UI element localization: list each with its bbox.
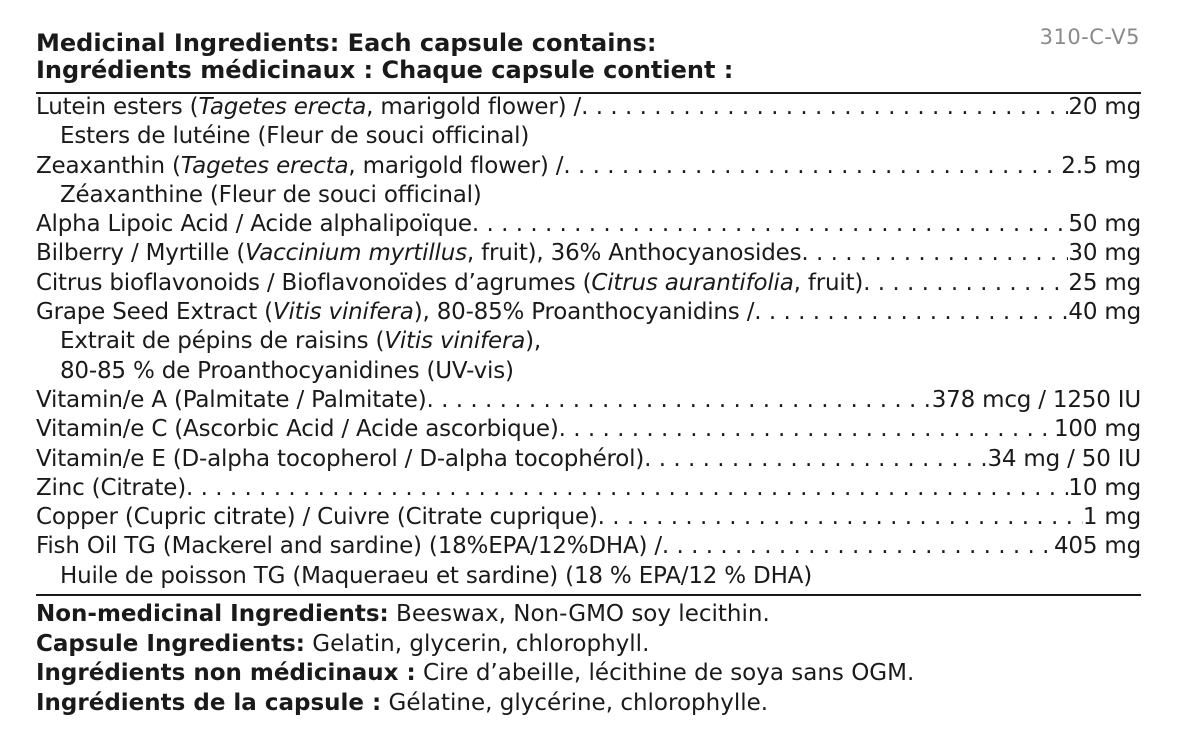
ingredient-name — [36, 532, 662, 561]
ingredient-row — [36, 269, 1141, 298]
ingredient-name — [36, 298, 754, 327]
product-code: 310-C-V5 — [1039, 25, 1140, 49]
ingredient-amount: 1 mg — [1082, 504, 1141, 531]
ingredient-row — [36, 93, 1141, 122]
ingredient-french-line — [36, 122, 1141, 151]
dot-leader — [581, 93, 1068, 122]
ingredient-amount: 40 mg — [1068, 299, 1141, 326]
non-medicinal-label: Non-medicinal Ingredients: — [36, 601, 389, 627]
ingredient-amount: 2.5 mg — [1061, 152, 1141, 179]
dot-leader — [598, 503, 1083, 532]
ingredient-row — [36, 474, 1141, 503]
ingredient-name-suffix: , fruit) — [793, 269, 864, 296]
ingredient-row — [36, 239, 1141, 268]
section-divider — [36, 594, 1141, 596]
ingredient-name-text: Grape Seed Extract ( — [36, 299, 273, 326]
ingredient-name — [36, 503, 598, 532]
ingredient-amount: 34 mg / 50 IU — [987, 445, 1141, 472]
french-text: Huile de poisson TG (Maqueraeu et sardine) (18 % EPA/12 % DHA) — [60, 562, 812, 589]
ingredient-amount: 10 mg — [1068, 474, 1141, 501]
non-medicinal-label: Ingrédients non médicinaux : — [36, 660, 416, 686]
non-medicinal-label: Capsule Ingredients: — [36, 630, 305, 657]
dot-leader — [863, 269, 1068, 298]
ingredient-name-suffix: , marigold flower) / — [366, 94, 582, 120]
non-medicinal-line — [36, 600, 1141, 630]
ingredient-amount: 378 mcg / 1250 IU — [931, 386, 1141, 413]
dot-leader — [559, 415, 1054, 444]
ingredient-french-line — [36, 357, 1141, 386]
dot-leader — [563, 152, 1061, 181]
ingredient-name — [36, 239, 801, 268]
ingredient-row — [36, 152, 1141, 181]
ingredient-amount: 100 mg — [1053, 416, 1141, 443]
french-text: Zéaxanthine (Fleur de souci officinal) — [60, 181, 482, 208]
ingredient-name — [36, 474, 186, 503]
ingredient-name-text: Alpha Lipoic Acid / Acide alphalipoïque — [36, 211, 472, 238]
non-medicinal-text: Beeswax, Non-GMO soy lecithin. — [388, 601, 770, 627]
ingredient-latin-name: Tagetes erecta — [198, 94, 367, 120]
header-en: Medicinal Ingredients: Each capsule contains: — [36, 29, 657, 57]
ingredient-amount: 25 mg — [1068, 269, 1141, 296]
ingredient-name-text: Lutein esters ( — [36, 94, 199, 120]
ingredient-amount: 30 mg — [1068, 240, 1141, 267]
french-text: Esters de lutéine (Fleur de souci officinal) — [60, 123, 530, 150]
french-text-suffix: ), — [525, 328, 542, 355]
ingredient-french-line — [36, 562, 1141, 591]
ingredient-name-text: Zinc (Citrate) — [36, 474, 187, 501]
ingredient-name-text: Vitamin/e A (Palmitate / Palmitate) — [36, 386, 427, 413]
french-latin-name: Vitis vinifera — [384, 328, 526, 355]
ingredient-latin-name: Tagetes erecta — [180, 152, 349, 179]
header-fr: Ingrédients médicinaux : Chaque capsule contient : — [36, 56, 734, 84]
ingredient-name-text: Vitamin/e E (D-alpha tocopherol / D-alpha tocophérol) — [36, 445, 645, 472]
dot-leader — [801, 239, 1068, 268]
french-text: 80-85 % de Proanthocyanidines (UV-vis) — [60, 357, 514, 384]
non-medicinal-line — [36, 630, 1141, 660]
ingredient-french-line — [36, 181, 1141, 210]
ingredient-name-text: Copper (Cupric citrate) / Cuivre (Citrate cuprique) — [36, 504, 598, 531]
ingredient-name-suffix: ), 80-85% Proanthocyanidins / — [413, 299, 755, 326]
ingredient-name — [36, 386, 426, 415]
dot-leader — [472, 210, 1069, 239]
non-medicinal-text: Gélatine, glycérine, chlorophylle. — [381, 689, 769, 716]
ingredient-name — [36, 445, 644, 474]
ingredient-latin-name: Citrus aurantifolia — [591, 269, 794, 296]
ingredient-row — [36, 445, 1141, 474]
non-medicinal-section — [36, 600, 1141, 718]
ingredient-name-text: Vitamin/e C (Ascorbic Acid / Acide ascorbique) — [36, 416, 559, 443]
ingredient-list — [36, 93, 1141, 591]
ingredient-amount: 50 mg — [1068, 211, 1141, 238]
non-medicinal-line — [36, 689, 1141, 719]
ingredient-name-text: Citrus bioflavonoids / Bioflavonoïdes d’agrumes ( — [36, 269, 592, 296]
dot-leader — [754, 298, 1068, 327]
ingredient-latin-name: Vaccinium myrtillus — [245, 240, 467, 267]
ingredient-latin-name: Vitis vinifera — [272, 299, 414, 326]
ingredient-name — [36, 210, 472, 239]
dot-leader — [186, 474, 1068, 503]
ingredient-name — [36, 415, 559, 444]
ingredient-row — [36, 298, 1141, 327]
ingredient-row — [36, 532, 1141, 561]
ingredient-name-text: Fish Oil TG (Mackerel and sardine) (18%EPA/12%DHA) / — [36, 533, 662, 560]
ingredient-row — [36, 210, 1141, 239]
non-medicinal-label: Ingrédients de la capsule : — [36, 689, 382, 716]
ingredient-amount: 405 mg — [1053, 533, 1141, 560]
dot-leader — [426, 386, 931, 415]
medicinal-header — [36, 30, 1141, 84]
non-medicinal-text: Gelatin, glycerin, chlorophyll. — [304, 630, 650, 657]
ingredient-row — [36, 415, 1141, 444]
dot-leader — [662, 532, 1054, 561]
ingredient-name-suffix: , fruit), 36% Anthocyanosides — [466, 240, 802, 267]
dot-leader — [644, 445, 987, 474]
ingredient-name — [36, 93, 581, 122]
ingredient-name — [36, 152, 563, 181]
french-text: Extrait de pépins de raisins ( — [60, 328, 385, 355]
ingredient-name-text: Bilberry / Myrtille ( — [36, 240, 246, 267]
ingredient-name — [36, 269, 863, 298]
ingredient-name-suffix: , marigold flower) / — [348, 152, 564, 179]
ingredient-row — [36, 503, 1141, 532]
ingredient-amount: 20 mg — [1068, 94, 1141, 120]
non-medicinal-line — [36, 659, 1141, 689]
ingredient-row — [36, 386, 1141, 415]
ingredient-french-line — [36, 327, 1141, 356]
non-medicinal-text: Cire d’abeille, lécithine de soya sans OGM. — [415, 660, 915, 686]
ingredient-name-text: Zeaxanthin ( — [36, 152, 181, 179]
